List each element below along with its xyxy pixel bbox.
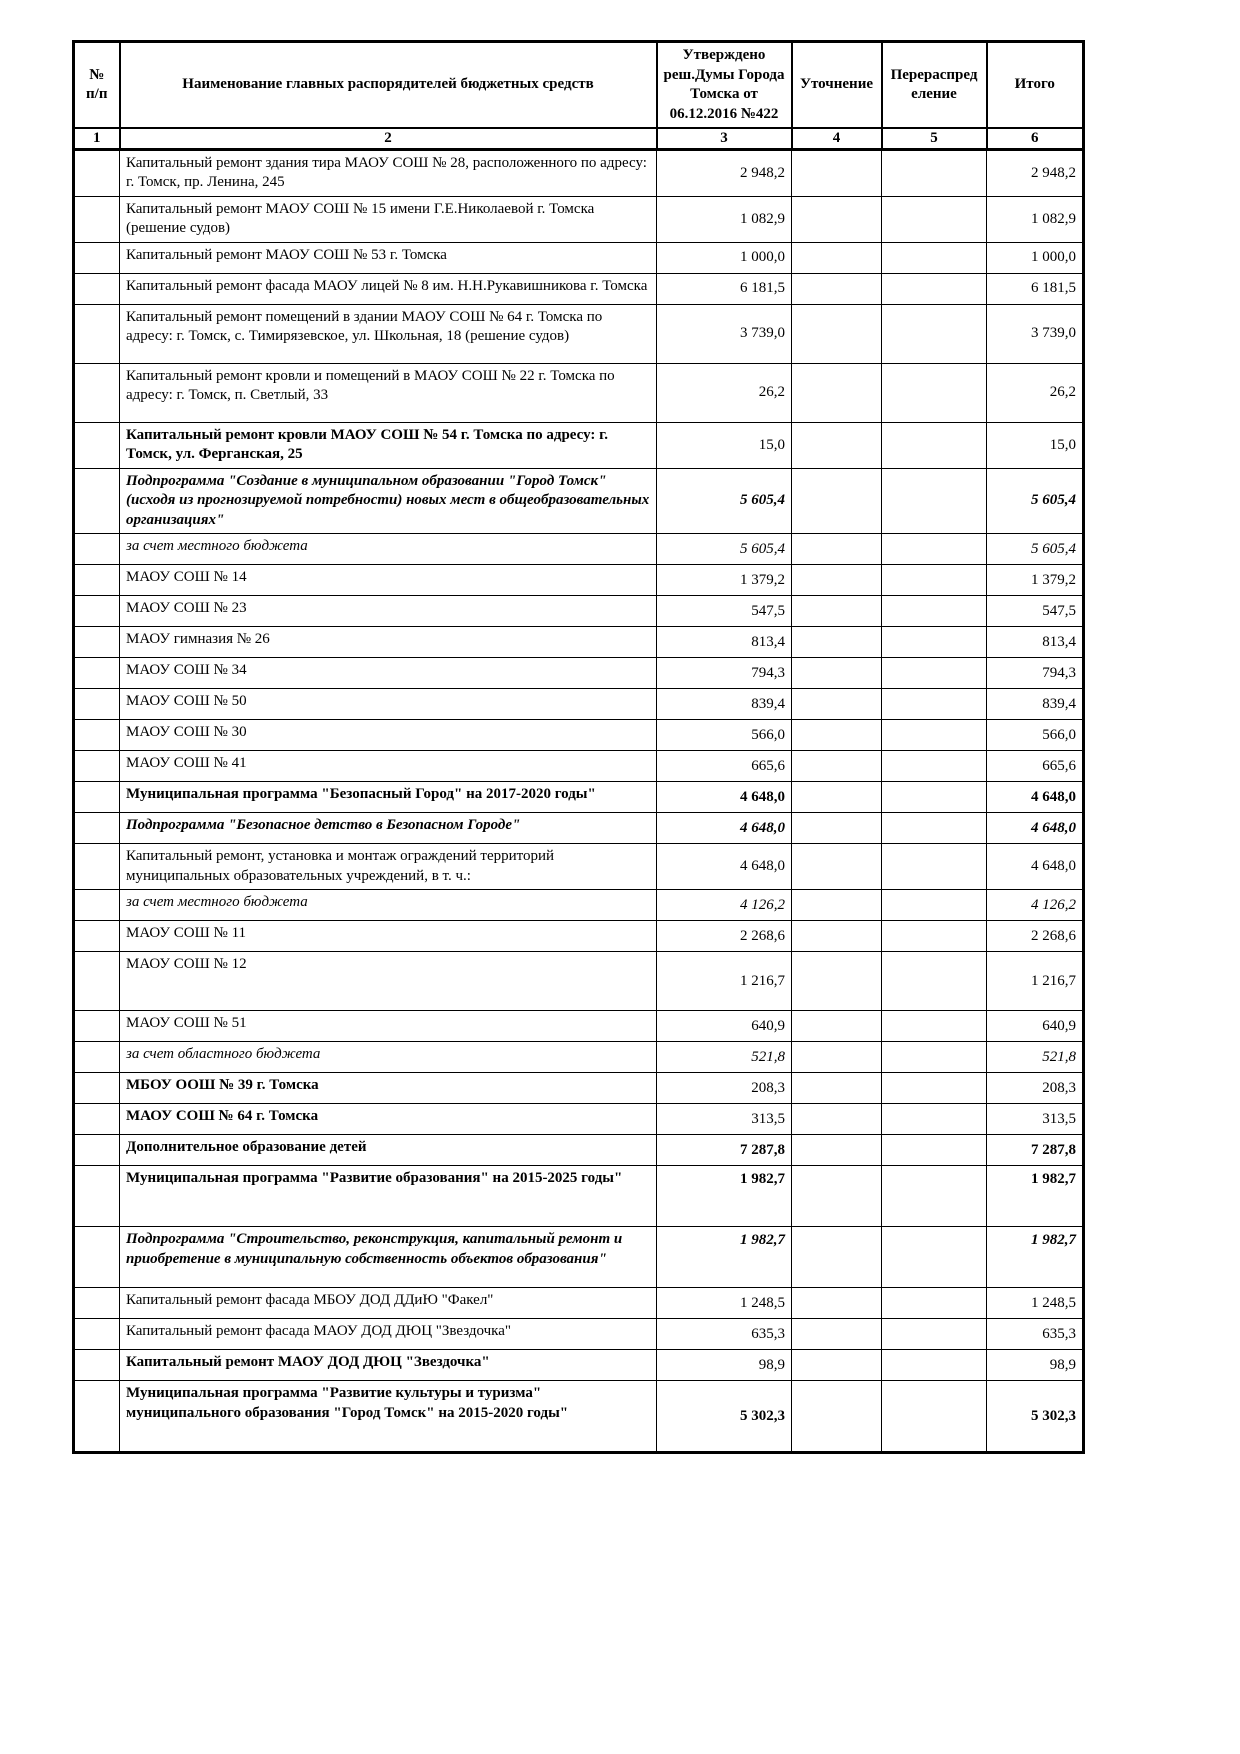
- table-row: [74, 1011, 1084, 1042]
- row-number-cell: [74, 720, 120, 751]
- redistribution-cell: [882, 304, 987, 363]
- clarification-cell: [792, 658, 882, 689]
- clarification-cell: [792, 921, 882, 952]
- table-row: [74, 273, 1084, 304]
- redistribution-cell: [882, 921, 987, 952]
- name-cell: МАОУ СОШ № 14: [120, 565, 657, 596]
- name-cell: Капитальный ремонт кровли и помещений в МАОУ СОШ № 22 г. Томска по адресу: г. Томск, п. Светлый, 33: [120, 363, 657, 422]
- name-cell: МАОУ СОШ № 11: [120, 921, 657, 952]
- redistribution-cell: [882, 1073, 987, 1104]
- total-cell: 4 648,0: [987, 782, 1084, 813]
- table-row: [74, 596, 1084, 627]
- clarification-cell: [792, 1104, 882, 1135]
- clarification-cell: [792, 1319, 882, 1350]
- name-cell: Муниципальная программа "Безопасный Город" на 2017-2020 годы": [120, 782, 657, 813]
- approved-cell: 313,5: [657, 1104, 792, 1135]
- table-row: [74, 890, 1084, 921]
- total-cell: 6 181,5: [987, 273, 1084, 304]
- redistribution-cell: [882, 468, 987, 534]
- table-row: [74, 1227, 1084, 1288]
- total-cell: 5 605,4: [987, 534, 1084, 565]
- table-row: [74, 468, 1084, 534]
- total-cell: 1 379,2: [987, 565, 1084, 596]
- clarification-cell: [792, 1288, 882, 1319]
- header-redistribution: Перераспределение: [882, 42, 987, 129]
- name-cell: МАОУ гимназия № 26: [120, 627, 657, 658]
- total-cell: 2 948,2: [987, 149, 1084, 196]
- row-number-cell: [74, 1166, 120, 1227]
- clarification-cell: [792, 196, 882, 242]
- column-number: 6: [987, 128, 1084, 149]
- approved-cell: 5 605,4: [657, 534, 792, 565]
- table-row: [74, 1042, 1084, 1073]
- approved-cell: 26,2: [657, 363, 792, 422]
- redistribution-cell: [882, 1011, 987, 1042]
- clarification-cell: [792, 813, 882, 844]
- redistribution-cell: [882, 751, 987, 782]
- clarification-cell: [792, 844, 882, 890]
- clarification-cell: [792, 304, 882, 363]
- row-number-cell: [74, 921, 120, 952]
- redistribution-cell: [882, 689, 987, 720]
- name-cell: МАОУ СОШ № 50: [120, 689, 657, 720]
- clarification-cell: [792, 1227, 882, 1288]
- clarification-cell: [792, 534, 882, 565]
- row-number-cell: [74, 689, 120, 720]
- table-row: [74, 782, 1084, 813]
- row-number-cell: [74, 813, 120, 844]
- header-total: Итого: [987, 42, 1084, 129]
- redistribution-cell: [882, 1104, 987, 1135]
- approved-cell: 7 287,8: [657, 1135, 792, 1166]
- clarification-cell: [792, 422, 882, 468]
- table-body: [74, 149, 1084, 1453]
- clarification-cell: [792, 1381, 882, 1453]
- total-cell: 1 982,7: [987, 1227, 1084, 1288]
- row-number-cell: [74, 952, 120, 1011]
- approved-cell: 794,3: [657, 658, 792, 689]
- row-number-cell: [74, 273, 120, 304]
- redistribution-cell: [882, 952, 987, 1011]
- total-cell: 1 082,9: [987, 196, 1084, 242]
- table-row: [74, 196, 1084, 242]
- redistribution-cell: [882, 1227, 987, 1288]
- approved-cell: 4 126,2: [657, 890, 792, 921]
- row-number-cell: [74, 890, 120, 921]
- row-number-cell: [74, 242, 120, 273]
- name-cell: Муниципальная программа "Развитие образования" на 2015-2025 годы": [120, 1166, 657, 1227]
- clarification-cell: [792, 720, 882, 751]
- row-number-cell: [74, 1104, 120, 1135]
- clarification-cell: [792, 468, 882, 534]
- table-row: [74, 1381, 1084, 1453]
- clarification-cell: [792, 1073, 882, 1104]
- name-cell: за счет местного бюджета: [120, 890, 657, 921]
- name-cell: Муниципальная программа "Развитие культуры и туризма" муниципального образования "Город Томск" на 2015-2020 годы": [120, 1381, 657, 1453]
- table-row: [74, 534, 1084, 565]
- header-clarification: Уточнение: [792, 42, 882, 129]
- row-number-cell: [74, 1042, 120, 1073]
- approved-cell: 4 648,0: [657, 844, 792, 890]
- table-row: [74, 363, 1084, 422]
- table-row: [74, 844, 1084, 890]
- table-row: [74, 813, 1084, 844]
- budget-table: [72, 40, 1085, 1454]
- redistribution-cell: [882, 196, 987, 242]
- approved-cell: 98,9: [657, 1350, 792, 1381]
- row-number-cell: [74, 751, 120, 782]
- row-number-cell: [74, 149, 120, 196]
- total-cell: 7 287,8: [987, 1135, 1084, 1166]
- row-number-cell: [74, 1135, 120, 1166]
- row-number-cell: [74, 782, 120, 813]
- clarification-cell: [792, 242, 882, 273]
- clarification-cell: [792, 1042, 882, 1073]
- total-cell: 4 648,0: [987, 844, 1084, 890]
- clarification-cell: [792, 273, 882, 304]
- name-cell: Дополнительное образование детей: [120, 1135, 657, 1166]
- table-row: [74, 422, 1084, 468]
- clarification-cell: [792, 565, 882, 596]
- redistribution-cell: [882, 1319, 987, 1350]
- column-number: 3: [657, 128, 792, 149]
- row-number-cell: [74, 196, 120, 242]
- name-cell: МБОУ ООШ № 39 г. Томска: [120, 1073, 657, 1104]
- redistribution-cell: [882, 1166, 987, 1227]
- approved-cell: 1 982,7: [657, 1227, 792, 1288]
- approved-cell: 566,0: [657, 720, 792, 751]
- approved-cell: 4 648,0: [657, 782, 792, 813]
- total-cell: 4 648,0: [987, 813, 1084, 844]
- name-cell: МАОУ СОШ № 12: [120, 952, 657, 1011]
- row-number-cell: [74, 596, 120, 627]
- row-number-cell: [74, 304, 120, 363]
- table-row: [74, 1350, 1084, 1381]
- name-cell: МАОУ СОШ № 51: [120, 1011, 657, 1042]
- approved-cell: 1 248,5: [657, 1288, 792, 1319]
- table-row: [74, 720, 1084, 751]
- total-cell: 1 982,7: [987, 1166, 1084, 1227]
- name-cell: Капитальный ремонт фасада МАОУ ДОД ДЮЦ "Звездочка": [120, 1319, 657, 1350]
- redistribution-cell: [882, 1288, 987, 1319]
- approved-cell: 6 181,5: [657, 273, 792, 304]
- header-row: [74, 42, 1084, 129]
- name-cell: Капитальный ремонт фасада МАОУ лицей № 8 им. Н.Н.Рукавишникова г. Томска: [120, 273, 657, 304]
- name-cell: МАОУ СОШ № 23: [120, 596, 657, 627]
- approved-cell: 3 739,0: [657, 304, 792, 363]
- total-cell: 5 302,3: [987, 1381, 1084, 1453]
- approved-cell: 15,0: [657, 422, 792, 468]
- redistribution-cell: [882, 363, 987, 422]
- table-row: [74, 1104, 1084, 1135]
- name-cell: МАОУ СОШ № 41: [120, 751, 657, 782]
- total-cell: 208,3: [987, 1073, 1084, 1104]
- row-number-cell: [74, 1227, 120, 1288]
- row-number-cell: [74, 422, 120, 468]
- redistribution-cell: [882, 1381, 987, 1453]
- redistribution-cell: [882, 1042, 987, 1073]
- approved-cell: 813,4: [657, 627, 792, 658]
- redistribution-cell: [882, 813, 987, 844]
- header-name: Наименование главных распорядителей бюджетных средств: [120, 42, 657, 129]
- redistribution-cell: [882, 1350, 987, 1381]
- clarification-cell: [792, 1350, 882, 1381]
- header-approved: Утверждено реш.Думы Города Томска от 06.12.2016 №422: [657, 42, 792, 129]
- table-row: [74, 689, 1084, 720]
- total-cell: 1 216,7: [987, 952, 1084, 1011]
- total-cell: 1 248,5: [987, 1288, 1084, 1319]
- row-number-cell: [74, 468, 120, 534]
- name-cell: Капитальный ремонт МАОУ СОШ № 15 имени Г.Е.Николаевой г. Томска (решение судов): [120, 196, 657, 242]
- table-row: [74, 1288, 1084, 1319]
- table-row: [74, 565, 1084, 596]
- clarification-cell: [792, 149, 882, 196]
- approved-cell: 547,5: [657, 596, 792, 627]
- name-cell: Капитальный ремонт помещений в здании МАОУ СОШ № 64 г. Томска по адресу: г. Томск, с. Тимирязевское, ул. Школьная, 18 (решение судов): [120, 304, 657, 363]
- redistribution-cell: [882, 273, 987, 304]
- redistribution-cell: [882, 720, 987, 751]
- approved-cell: 2 948,2: [657, 149, 792, 196]
- total-cell: 547,5: [987, 596, 1084, 627]
- column-number: 2: [120, 128, 657, 149]
- table-row: [74, 1166, 1084, 1227]
- table-row: [74, 304, 1084, 363]
- clarification-cell: [792, 782, 882, 813]
- row-number-cell: [74, 363, 120, 422]
- name-cell: Капитальный ремонт здания тира МАОУ СОШ № 28, расположенного по адресу: г. Томск, пр. Ленина, 245: [120, 149, 657, 196]
- table-row: [74, 1073, 1084, 1104]
- column-number-row: [74, 128, 1084, 149]
- row-number-cell: [74, 844, 120, 890]
- name-cell: Подпрограмма "Создание в муниципальном образовании "Город Томск" (исходя из прогнозируемой потребности) новых мест в общеобразовательных организациях": [120, 468, 657, 534]
- approved-cell: 1 000,0: [657, 242, 792, 273]
- clarification-cell: [792, 689, 882, 720]
- table-row: [74, 921, 1084, 952]
- table-row: [74, 952, 1084, 1011]
- approved-cell: 1 216,7: [657, 952, 792, 1011]
- row-number-cell: [74, 1011, 120, 1042]
- table-row: [74, 1319, 1084, 1350]
- name-cell: за счет местного бюджета: [120, 534, 657, 565]
- clarification-cell: [792, 952, 882, 1011]
- redistribution-cell: [882, 242, 987, 273]
- table-row: [74, 627, 1084, 658]
- approved-cell: 208,3: [657, 1073, 792, 1104]
- clarification-cell: [792, 1135, 882, 1166]
- column-number: 1: [74, 128, 120, 149]
- approved-cell: 1 982,7: [657, 1166, 792, 1227]
- table-row: [74, 658, 1084, 689]
- approved-cell: 640,9: [657, 1011, 792, 1042]
- clarification-cell: [792, 596, 882, 627]
- clarification-cell: [792, 1011, 882, 1042]
- total-cell: 1 000,0: [987, 242, 1084, 273]
- approved-cell: 521,8: [657, 1042, 792, 1073]
- row-number-cell: [74, 565, 120, 596]
- approved-cell: 839,4: [657, 689, 792, 720]
- name-cell: МАОУ СОШ № 34: [120, 658, 657, 689]
- row-number-cell: [74, 658, 120, 689]
- total-cell: 794,3: [987, 658, 1084, 689]
- clarification-cell: [792, 363, 882, 422]
- column-number: 4: [792, 128, 882, 149]
- redistribution-cell: [882, 890, 987, 921]
- total-cell: 521,8: [987, 1042, 1084, 1073]
- redistribution-cell: [882, 1135, 987, 1166]
- total-cell: 640,9: [987, 1011, 1084, 1042]
- redistribution-cell: [882, 627, 987, 658]
- approved-cell: 665,6: [657, 751, 792, 782]
- row-number-cell: [74, 534, 120, 565]
- clarification-cell: [792, 890, 882, 921]
- row-number-cell: [74, 1319, 120, 1350]
- table-row: [74, 242, 1084, 273]
- total-cell: 4 126,2: [987, 890, 1084, 921]
- row-number-cell: [74, 1350, 120, 1381]
- name-cell: Капитальный ремонт кровли МАОУ СОШ № 54 г. Томска по адресу: г. Томск, ул. Ферганская, 25: [120, 422, 657, 468]
- name-cell: Капитальный ремонт МАОУ ДОД ДЮЦ "Звездочка": [120, 1350, 657, 1381]
- name-cell: Подпрограмма "Безопасное детство в Безопасном Городе": [120, 813, 657, 844]
- table-row: [74, 1135, 1084, 1166]
- name-cell: МАОУ СОШ № 30: [120, 720, 657, 751]
- total-cell: 2 268,6: [987, 921, 1084, 952]
- total-cell: 3 739,0: [987, 304, 1084, 363]
- name-cell: Подпрограмма "Строительство, реконструкция, капитальный ремонт и приобретение в муниципальную собственность объектов образования": [120, 1227, 657, 1288]
- header-num: № п/п: [74, 42, 120, 129]
- clarification-cell: [792, 751, 882, 782]
- name-cell: МАОУ СОШ № 64 г. Томска: [120, 1104, 657, 1135]
- approved-cell: 4 648,0: [657, 813, 792, 844]
- name-cell: Капитальный ремонт, установка и монтаж ограждений территорий муниципальных образовательных учреждений, в т. ч.:: [120, 844, 657, 890]
- approved-cell: 1 082,9: [657, 196, 792, 242]
- total-cell: 26,2: [987, 363, 1084, 422]
- name-cell: Капитальный ремонт фасада МБОУ ДОД ДДиЮ "Факел": [120, 1288, 657, 1319]
- total-cell: 665,6: [987, 751, 1084, 782]
- name-cell: за счет областного бюджета: [120, 1042, 657, 1073]
- row-number-cell: [74, 1288, 120, 1319]
- clarification-cell: [792, 1166, 882, 1227]
- approved-cell: 5 605,4: [657, 468, 792, 534]
- redistribution-cell: [882, 149, 987, 196]
- total-cell: 313,5: [987, 1104, 1084, 1135]
- redistribution-cell: [882, 782, 987, 813]
- redistribution-cell: [882, 565, 987, 596]
- redistribution-cell: [882, 658, 987, 689]
- total-cell: 813,4: [987, 627, 1084, 658]
- approved-cell: 635,3: [657, 1319, 792, 1350]
- clarification-cell: [792, 627, 882, 658]
- total-cell: 839,4: [987, 689, 1084, 720]
- redistribution-cell: [882, 844, 987, 890]
- total-cell: 566,0: [987, 720, 1084, 751]
- row-number-cell: [74, 1381, 120, 1453]
- approved-cell: 5 302,3: [657, 1381, 792, 1453]
- total-cell: 15,0: [987, 422, 1084, 468]
- row-number-cell: [74, 627, 120, 658]
- approved-cell: 1 379,2: [657, 565, 792, 596]
- total-cell: 98,9: [987, 1350, 1084, 1381]
- redistribution-cell: [882, 534, 987, 565]
- redistribution-cell: [882, 596, 987, 627]
- table-row: [74, 751, 1084, 782]
- name-cell: Капитальный ремонт МАОУ СОШ № 53 г. Томска: [120, 242, 657, 273]
- total-cell: 5 605,4: [987, 468, 1084, 534]
- column-number: 5: [882, 128, 987, 149]
- approved-cell: 2 268,6: [657, 921, 792, 952]
- total-cell: 635,3: [987, 1319, 1084, 1350]
- table-row: [74, 149, 1084, 196]
- row-number-cell: [74, 1073, 120, 1104]
- redistribution-cell: [882, 422, 987, 468]
